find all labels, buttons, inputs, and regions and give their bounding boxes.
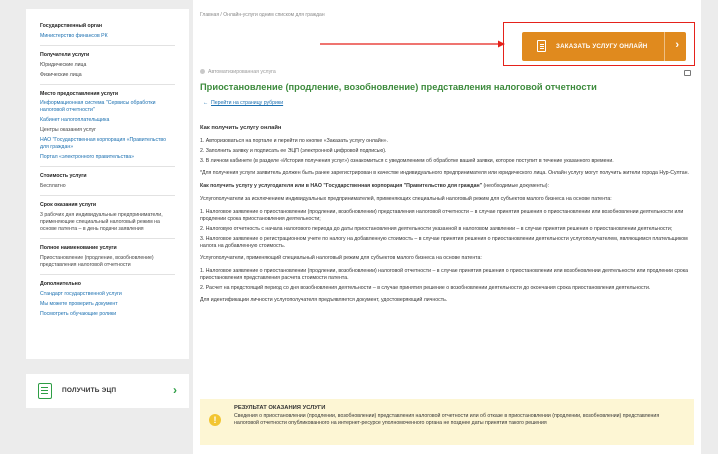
sidebar-divider	[40, 274, 175, 275]
center-intro: Услугополучатели за исключением индивидуальных предпринимателей, применяющих специальный налоговый режим для субъектов малого бизнеса на основе патента:	[200, 196, 612, 202]
sidebar-text: Юридические лица	[40, 61, 87, 68]
sidebar-link[interactable]: Кабинет налогоплательщика	[40, 117, 110, 124]
chevron-right-icon: ›	[675, 39, 679, 51]
service-result-box	[200, 399, 694, 445]
sidebar-link[interactable]: Стандарт государственной услуги	[40, 290, 122, 297]
sidebar-text: Приостановление (продление, возобновление) представления налоговой отчетности	[40, 254, 154, 268]
sidebar-heading: Дополнительно	[40, 280, 81, 287]
online-step: 1. Авторизоваться на портале и перейти по кнопке «Заказать услугу онлайн».	[200, 138, 388, 144]
order-service-online-button[interactable]	[522, 32, 686, 61]
print-icon[interactable]	[684, 70, 691, 76]
document-item: 3. Налоговое заявление о регистрационном учете по налогу на добавленную стоимость – в случае принятия решения о приостановлении деятельности услугополучателем, являющимся плательщиком налога на добавленную стоимость.	[200, 236, 688, 249]
sidebar-divider	[40, 166, 175, 167]
sidebar-text: 3 рабочих дня индивидуальные предприниматели, применяющие специальный налоговый режим на основе патента – в день подачи заявления	[40, 211, 163, 232]
sidebar-heading: Стоимость услуги	[40, 173, 87, 180]
online-step: 3. В личном кабинете (в разделе «История получения услуг») ознакомиться с уведомлением об обработке вашей заявки, которое поступит в течение указанного времени.	[200, 158, 614, 164]
sidebar-heading: Государственный орган	[40, 23, 103, 29]
chevron-right-icon: ›	[173, 383, 177, 397]
sidebar-divider	[40, 195, 175, 196]
result-text: Сведения о приостановлении (продлении, возобновлении) представления налоговой отчетности или об отказе в приостановлении (продлении, возобновлении) представления налоговой отчетности опубликованного на интернет-ресурсе уполномоченного органа не позднее даты принятия такого решения	[234, 413, 660, 426]
document-item: 2. Расчет на предстоящий период со дня возобновления деятельности – в случае принятия решение о возобновлении деятельности до окончания срока приостановления деятельности.	[200, 285, 651, 291]
result-title: РЕЗУЛЬТАТ ОКАЗАНИЯ УСЛУГИ	[234, 405, 326, 411]
online-note: *Для получения услуги заявитель должен быть ранее зарегистрирован в качестве индивидуального предпринимателя или юридического лица. Онлайн услугу могут получить жители города Нур-Султан.	[200, 170, 689, 176]
sidebar-text: Центры оказания услуг	[40, 127, 97, 134]
document-item: 2. Налоговую отчетность с начала налогового периода до даты приостановления деятельности указанной в налоговом заявлении – в случае принятия решения о приостановлении деятельности;	[200, 226, 673, 232]
sidebar-divider	[40, 238, 175, 239]
patent-documents	[200, 268, 692, 292]
automated-service-label: Автоматизированная услуга	[200, 69, 276, 75]
main-content	[193, 0, 701, 454]
sidebar-link[interactable]: Портал «электронного правительства»	[40, 154, 135, 161]
warning-icon: !	[209, 414, 221, 426]
service-description	[200, 125, 692, 310]
sidebar-heading: Полное наименование услуги	[40, 244, 117, 251]
button-divider	[664, 32, 665, 61]
sidebar-link[interactable]: Министерство финансов РК	[40, 32, 108, 39]
automated-icon	[200, 69, 205, 74]
document-item: 1. Налоговое заявление о приостановлении (продлении, возобновлении) представления налоговой отчетности – в случае принятия решения о приостановлении или возобновлении деятельности или продлении срока приостановления деятельности;	[200, 209, 684, 222]
document-item: 1. Налоговое заявление о приостановлении (продлении, возобновлении) налоговой отчетности – в случае принятия решения о приостановлении или возобновлении деятельности или продлении срока приостановления представления расчета стоимости патента.	[200, 268, 689, 281]
breadcrumb[interactable]: Главная / Онлайн-услуги одним списком для граждан	[200, 12, 325, 18]
center-intro-patent: Услугополучатели, применяющий специальный налоговый режим для субъектов малого бизнеса на основе патента:	[200, 255, 482, 261]
center-documents	[200, 209, 692, 250]
sidebar-heading: Получатели услуги	[40, 51, 90, 58]
online-step: 2. Заполнить заявку и подписать ее ЭЦП (электронной цифровой подписью).	[200, 148, 387, 154]
arrow-left-icon[interactable]: ←	[203, 100, 209, 106]
annotation-arrow	[320, 39, 505, 49]
sidebar-link[interactable]: Мы можете проверить документ	[40, 300, 118, 307]
online-steps	[200, 138, 692, 165]
page-title: Приостановление (продление, возобновление) представления налоговой отчетности	[200, 82, 597, 92]
order-button-label: ЗАКАЗАТЬ УСЛУГУ ОНЛАЙН	[556, 43, 648, 50]
get-ecp-button[interactable]	[26, 374, 189, 408]
sidebar-heading: Место предоставления услуги	[40, 90, 119, 97]
back-to-rubric-link[interactable]: Перейти на страницу рубрики	[211, 100, 284, 106]
document-icon	[537, 40, 546, 52]
sidebar-divider	[40, 45, 175, 46]
sidebar-text: Бесплатно	[40, 183, 66, 190]
sidebar-link[interactable]: НАО "Государственная корпорация «Правительство для граждан»	[40, 137, 167, 151]
sidebar-link[interactable]: Посмотреть обучающие ролики	[40, 310, 117, 317]
certificate-icon	[38, 383, 52, 399]
sidebar-heading: Срок оказания услуги	[40, 202, 97, 209]
how-online-heading: Как получить услугу онлайн	[200, 125, 282, 131]
get-ecp-label: ПОЛУЧИТЬ ЭЦП	[62, 387, 117, 394]
sidebar	[26, 9, 189, 359]
how-center-heading: Как получить услугу у услугодателя или в НАО "Государственная корпорация "Правительство для граждан" (необходимые документы):	[200, 183, 549, 189]
sidebar-text: Физические лица	[40, 71, 82, 78]
scrollbar[interactable]	[703, 0, 718, 454]
sidebar-divider	[40, 84, 175, 85]
sidebar-link[interactable]: Информационная система "Сервисы обработки налоговой отчетности"	[40, 100, 156, 114]
identification-note: Для идентификации личности услугополучателя предъявляется документ, удостоверяющий личность.	[200, 297, 448, 303]
